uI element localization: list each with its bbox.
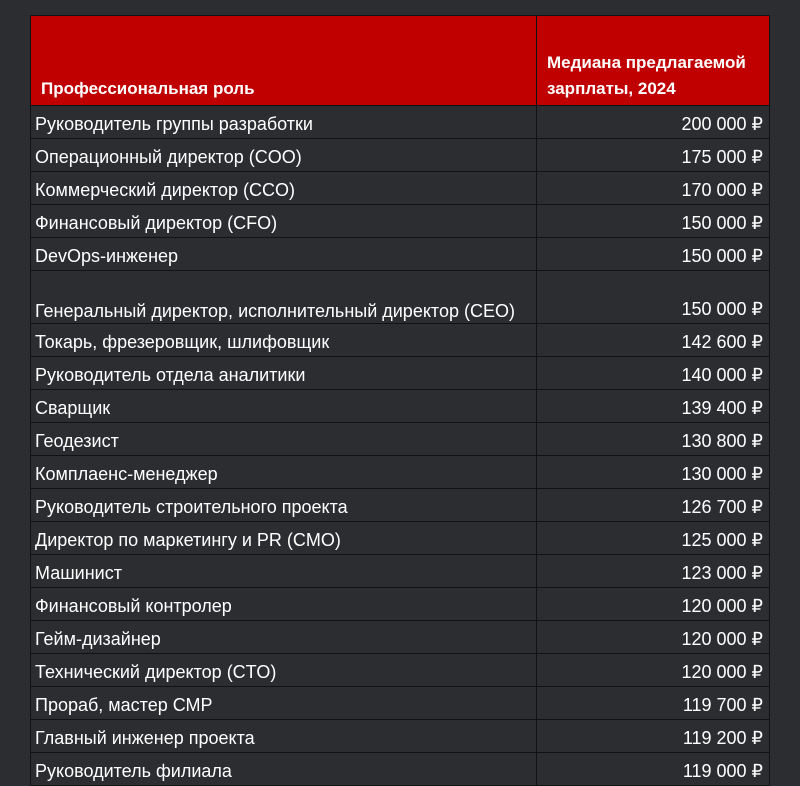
table-row	[31, 555, 770, 588]
salary-table-container	[30, 15, 769, 786]
role-cell: Технический директор (CTO)	[31, 654, 537, 687]
role-cell: Генеральный директор, исполнительный директор (CEO)	[31, 271, 537, 324]
table-header	[31, 16, 770, 106]
role-cell: Машинист	[31, 555, 537, 588]
table-row	[31, 205, 770, 238]
salary-table	[30, 15, 770, 786]
salary-cell: 120 000 ₽	[537, 621, 770, 654]
role-cell: Главный инженер проекта	[31, 720, 537, 753]
role-cell: Сварщик	[31, 390, 537, 423]
role-cell: Геодезист	[31, 423, 537, 456]
salary-cell: 175 000 ₽	[537, 139, 770, 172]
salary-cell: 142 600 ₽	[537, 324, 770, 357]
table-row	[31, 238, 770, 271]
role-cell: Прораб, мастер СМР	[31, 687, 537, 720]
role-cell: DevOps-инженер	[31, 238, 537, 271]
table-row	[31, 522, 770, 555]
role-cell: Руководитель группы разработки	[31, 106, 537, 139]
role-cell: Токарь, фрезеровщик, шлифовщик	[31, 324, 537, 357]
role-cell: Руководитель строительного проекта	[31, 489, 537, 522]
header-row	[31, 16, 770, 106]
salary-cell: 119 200 ₽	[537, 720, 770, 753]
salary-cell: 123 000 ₽	[537, 555, 770, 588]
salary-cell: 170 000 ₽	[537, 172, 770, 205]
salary-cell: 200 000 ₽	[537, 106, 770, 139]
salary-cell: 120 000 ₽	[537, 654, 770, 687]
salary-cell: 125 000 ₽	[537, 522, 770, 555]
table-row	[31, 271, 770, 324]
salary-cell: 130 000 ₽	[537, 456, 770, 489]
role-cell: Руководитель отдела аналитики	[31, 357, 537, 390]
table-row	[31, 588, 770, 621]
salary-cell: 126 700 ₽	[537, 489, 770, 522]
salary-cell: 119 000 ₽	[537, 753, 770, 786]
table-row	[31, 423, 770, 456]
salary-cell: 130 800 ₽	[537, 423, 770, 456]
table-row	[31, 456, 770, 489]
salary-cell: 139 400 ₽	[537, 390, 770, 423]
header-salary: Медиана предлагаемой зарплаты, 2024	[537, 16, 770, 106]
role-cell: Комплаенс-менеджер	[31, 456, 537, 489]
salary-cell: 120 000 ₽	[537, 588, 770, 621]
role-cell: Финансовый директор (CFO)	[31, 205, 537, 238]
table-row	[31, 172, 770, 205]
table-row	[31, 106, 770, 139]
salary-cell: 150 000 ₽	[537, 271, 770, 324]
header-role: Профессиональная роль	[31, 16, 537, 106]
role-cell: Коммерческий директор (CCO)	[31, 172, 537, 205]
table-row	[31, 324, 770, 357]
role-cell: Финансовый контролер	[31, 588, 537, 621]
table-row	[31, 139, 770, 172]
salary-cell: 140 000 ₽	[537, 357, 770, 390]
table-row	[31, 720, 770, 753]
table-body	[31, 106, 770, 786]
table-row	[31, 687, 770, 720]
table-row	[31, 390, 770, 423]
table-row	[31, 621, 770, 654]
table-row	[31, 753, 770, 786]
salary-cell: 150 000 ₽	[537, 205, 770, 238]
role-cell: Операционный директор (COO)	[31, 139, 537, 172]
role-cell: Директор по маркетингу и PR (CMO)	[31, 522, 537, 555]
role-cell: Гейм-дизайнер	[31, 621, 537, 654]
role-cell: Руководитель филиала	[31, 753, 537, 786]
table-row	[31, 357, 770, 390]
salary-cell: 150 000 ₽	[537, 238, 770, 271]
table-row	[31, 654, 770, 687]
table-row	[31, 489, 770, 522]
salary-cell: 119 700 ₽	[537, 687, 770, 720]
